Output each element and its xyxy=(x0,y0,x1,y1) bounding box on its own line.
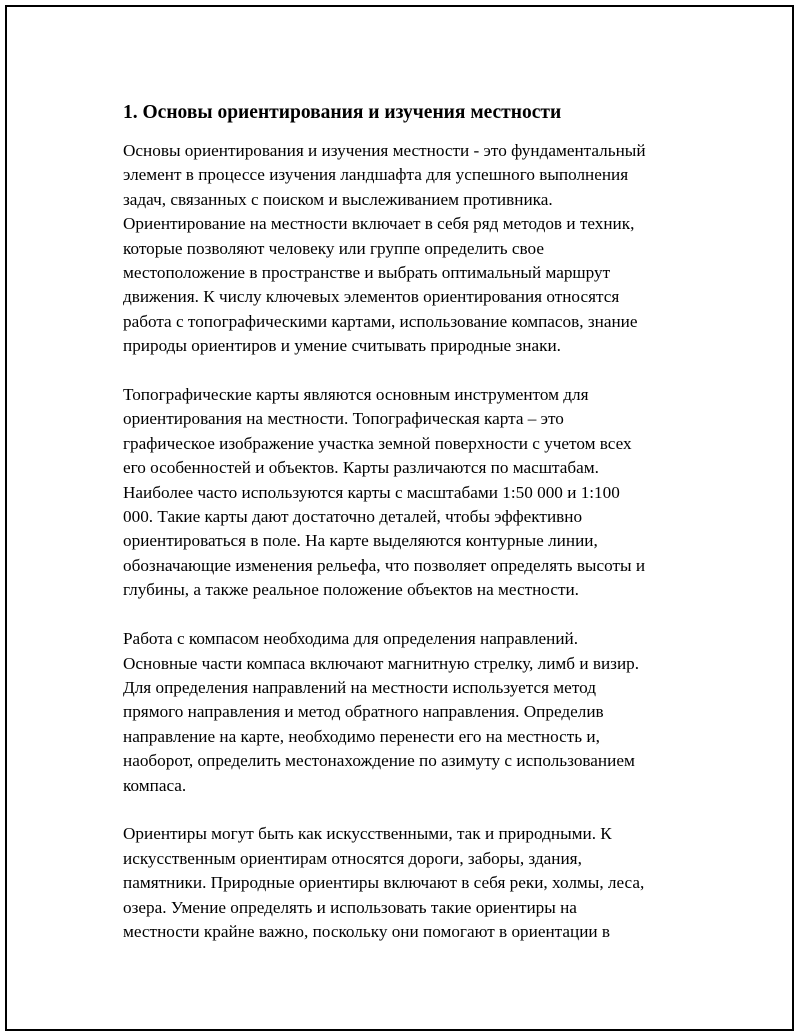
paragraph-line: графическое изображение участка земной поверхности с учетом всех xyxy=(123,433,632,453)
section-heading: 1. Основы ориентирования и изучения местности xyxy=(123,102,562,123)
paragraph-compass xyxy=(123,627,695,798)
paragraph-line: наоборот, определить местонахождение по азимуту с использованием xyxy=(123,751,635,771)
paragraph-line: Ориентирование на местности включает в себя ряд методов и техник, xyxy=(123,214,635,234)
paragraph-line: работа с топографическими картами, использование компасов, знание xyxy=(123,311,638,331)
paragraph-line: его особенностей и объектов. Карты различаются по масштабам. xyxy=(123,458,599,478)
paragraph-line: движения. К числу ключевых элементов ориентирования относятся xyxy=(123,287,620,307)
paragraph-line: задач, связанных с поиском и выслеживанием противника. xyxy=(123,189,553,209)
document-body xyxy=(123,100,695,969)
paragraph-line: Работа с компасом необходима для определения направлений. xyxy=(123,629,579,649)
paragraph-line: Ориентиры могут быть как искусственными, так и природными. К xyxy=(123,824,612,844)
paragraph-line: Топографические карты являются основным инструментом для xyxy=(123,385,589,405)
paragraph-landmarks xyxy=(123,822,695,944)
paragraph-line: 000. Такие карты дают достаточно деталей, чтобы эффективно xyxy=(123,507,583,527)
paragraph-line: которые позволяют человеку или группе определить свое xyxy=(123,238,544,258)
paragraph-line: памятники. Природные ориентиры включают в себя реки, холмы, леса, xyxy=(123,873,645,893)
paragraph-line: искусственным ориентирам относятся дороги, заборы, здания, xyxy=(123,848,582,868)
paragraph-line: озера. Умение определять и использовать такие ориентиры на xyxy=(123,897,577,917)
paragraph-line: Для определения направлений на местности используется метод xyxy=(123,677,596,697)
paragraph-topographic-maps xyxy=(123,383,695,603)
paragraph-line: элемент в процессе изучения ландшафта для успешного выполнения xyxy=(123,165,629,185)
paragraph-line: местоположение в пространстве и выбрать оптимальный маршрут xyxy=(123,263,611,283)
paragraph-line: местности крайне важно, поскольку они помогают в ориентации в xyxy=(123,921,611,941)
paragraph-line: Основы ориентирования и изучения местности - это фундаментальный xyxy=(123,141,646,160)
paragraph-line: направление на карте, необходимо перенести его на местность и, xyxy=(123,726,600,746)
page-frame xyxy=(5,5,794,1031)
paragraph-line: ориентирования на местности. Топографическая карта – это xyxy=(123,409,564,429)
paragraph-line: ориентироваться в поле. На карте выделяются контурные линии, xyxy=(123,531,598,551)
paragraph-line: Основные части компаса включают магнитную стрелку, лимб и визир. xyxy=(123,653,640,673)
paragraph-orientation-basics xyxy=(123,139,695,359)
paragraph-line: обозначающие изменения рельефа, что позволяет определять высоты и xyxy=(123,555,646,575)
paragraph-line: Наиболее часто используются карты с масштабами 1:50 000 и 1:100 xyxy=(123,482,620,502)
paragraph-line: компаса. xyxy=(123,775,187,795)
paragraph-line: природы ориентиров и умение считывать природные знаки. xyxy=(123,336,561,356)
paragraph-line: прямого направления и метод обратного направления. Определив xyxy=(123,702,604,722)
paragraph-line: глубины, а также реальное положение объектов на местности. xyxy=(123,580,579,600)
